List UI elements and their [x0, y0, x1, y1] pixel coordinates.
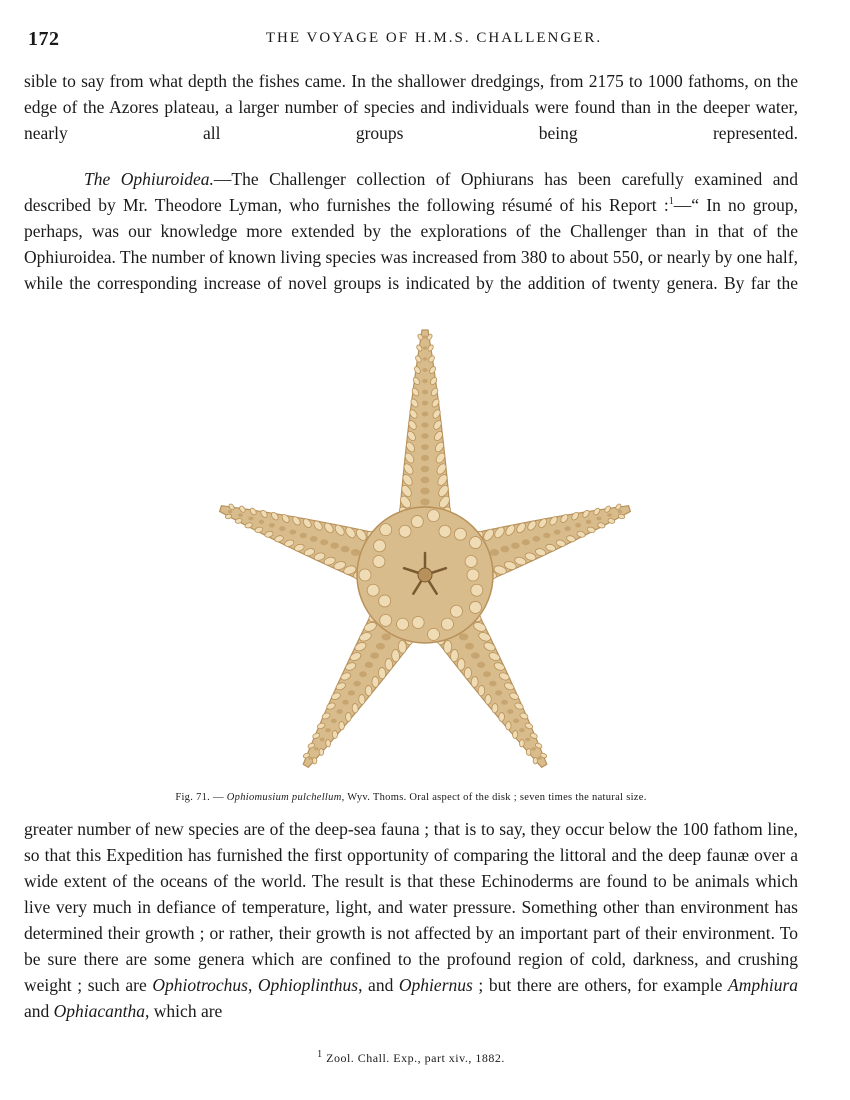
arm-plate: [228, 510, 232, 513]
arm-plate: [308, 757, 312, 760]
arm-spine: [332, 730, 338, 738]
disk-granule: [399, 525, 411, 537]
caption-species: Ophiomusium pulchellum: [226, 792, 342, 803]
disk-granule: [450, 605, 462, 617]
arm-plate: [320, 738, 325, 742]
footnote-reference: 1: [668, 196, 674, 208]
arm-spine: [450, 649, 458, 662]
paragraph-text: —The Challenger collection of Ophiurans has been carefully examined and described by Mr. Theodore Lyman, who furnishes the following résumé of his Report :: [24, 169, 798, 215]
disk-granule: [441, 618, 453, 630]
page-number: 172: [28, 28, 60, 50]
arm-spine: [471, 676, 478, 687]
genus-name: Amphiura: [728, 975, 798, 995]
arm-plate: [483, 671, 491, 677]
disk-granule: [469, 601, 481, 613]
arm-plate: [341, 546, 350, 553]
arm-plate: [495, 690, 502, 695]
arm-plate: [490, 549, 499, 556]
arm-spine: [533, 757, 538, 764]
arm-plate: [554, 529, 561, 534]
arm-spine: [464, 667, 472, 679]
arm-spine: [372, 676, 379, 687]
arm-plate: [421, 444, 429, 450]
arm-plate: [525, 738, 530, 742]
arm-plate: [348, 690, 355, 695]
arm-spine: [398, 640, 407, 653]
caption-text: , Wyv. Thoms. Oral aspect of the disk ; seven times the natural size.: [341, 792, 647, 803]
arm-plate: [320, 539, 328, 545]
arm-plate: [507, 709, 513, 714]
disk-granule: [467, 569, 479, 581]
disk-granule: [469, 537, 481, 549]
arm-plate: [489, 681, 496, 687]
arm-plate: [465, 643, 474, 650]
arm-plate: [423, 357, 428, 361]
disk-granule: [428, 510, 440, 522]
section-heading: The Ophiuroidea.: [84, 169, 214, 189]
genus-name: Ophiotrochus: [152, 975, 248, 995]
arm-spine: [443, 640, 452, 653]
arm-spine: [365, 685, 372, 696]
arm-plate: [351, 549, 360, 556]
separator: and: [24, 1001, 54, 1021]
arm-spine: [385, 658, 393, 670]
arm-spine: [519, 739, 524, 747]
arm-plate: [248, 517, 253, 521]
arm-plate: [279, 526, 285, 531]
arm-plate: [330, 542, 338, 548]
arm-plate: [422, 401, 428, 406]
arm-spine: [512, 730, 518, 738]
arm-plate: [422, 379, 428, 383]
arm-plate: [618, 510, 622, 513]
arm-plate: [353, 681, 360, 687]
figure-caption: Fig. 71. — Ophiomusium pulchellum, Wyv. Thoms. Oral aspect of the disk ; seven times the natural size.: [175, 792, 647, 803]
arm-plate: [421, 466, 430, 472]
arm-plate: [342, 700, 349, 705]
arm-spine: [526, 748, 531, 755]
arm-plate: [359, 671, 367, 677]
disk-granule: [373, 555, 385, 567]
arm-plate: [513, 719, 519, 723]
separator: , and: [358, 975, 399, 995]
arm-plate: [310, 536, 318, 542]
arm-plate: [537, 757, 541, 760]
arm-plate: [511, 542, 519, 548]
arm-plate: [421, 477, 430, 484]
arm-plate: [500, 546, 509, 553]
genus-name: Ophiacantha: [53, 1001, 146, 1021]
arm-spine: [457, 658, 465, 670]
arm-plate: [519, 728, 524, 732]
separator: ,: [247, 975, 258, 995]
arm-plate: [376, 643, 385, 650]
paragraph-text: greater number of new species are of the deep-sea fauna ; that is to say, they occur below the 100 fathom line, so that this Expedition has furnished the first opportunity of comparing the littoral and the deep faunæ over a wide extent of the oceans of the world. The result is that these Echinoderms are found to be animals which live very much in defiance of temperature, light, and water pressure. Something other than environment has determined their growth ; or rather, their growth is not affected by an important part of their environment. To be sure there are some genera which are confined to the profound region of cold, darkness, and crushing weight ; such are: [24, 819, 798, 995]
arm-plate: [477, 662, 485, 668]
footnote-mark: 1: [317, 1049, 323, 1060]
arm-plate: [365, 662, 373, 668]
arm-plate: [331, 719, 337, 723]
arm-spine: [312, 757, 317, 764]
arm-plate: [421, 422, 428, 427]
starfish-mouth: [418, 568, 432, 582]
arm-plate: [420, 488, 429, 495]
paragraph-text: , which are: [145, 1001, 223, 1021]
genus-name: Ophiernus: [398, 975, 473, 995]
starfish-illustration: [195, 325, 655, 785]
disk-granule: [412, 617, 424, 629]
arm-spine: [319, 748, 324, 755]
arm-spine: [345, 712, 351, 721]
caption-label: Fig. 71.: [175, 792, 211, 803]
arm-plate: [501, 700, 508, 705]
disk-granule: [411, 516, 423, 528]
arm-spine: [505, 721, 511, 730]
arm-plate: [564, 526, 570, 531]
arm-plate: [586, 520, 592, 524]
arm-plate: [269, 523, 275, 528]
arm-plate: [575, 523, 581, 528]
arm-plate: [289, 529, 296, 534]
disk-granule: [397, 618, 409, 630]
running-head: THE VOYAGE OF H.M.S. CHALLENGER.: [265, 30, 603, 46]
arm-plate: [459, 633, 468, 640]
disk-granule: [439, 525, 451, 537]
disk-granule: [428, 628, 440, 640]
disk-granule: [359, 569, 371, 581]
arm-spine: [485, 694, 492, 704]
arm-spine: [352, 703, 358, 713]
footnote-text: Zool. Chall. Exp., part xiv., 1882.: [322, 1051, 505, 1065]
arm-plate: [522, 539, 530, 545]
arm-plate: [421, 455, 429, 461]
arm-plate: [370, 652, 379, 658]
disk-granule: [454, 528, 466, 540]
arm-plate: [314, 747, 319, 751]
disk-granule: [374, 540, 386, 552]
arm-plate: [423, 335, 427, 338]
arm-spine: [499, 712, 505, 721]
arm-plate: [300, 533, 307, 538]
arm-plate: [420, 498, 430, 505]
disk-granule: [379, 595, 391, 607]
arm-plate: [422, 411, 429, 416]
paragraph-text: —“ In no group, perhaps, was our knowledge more extended by the explorations of the Challenger than in that of the Ophiuroidea. The number of known living species was increased from 380 to about 550, or nearly by one half, while the corresponding increase of novel groups is indicated by the addition of twenty genera. By far the: [24, 195, 798, 293]
arm-plate: [422, 390, 428, 395]
disk-granule: [380, 524, 392, 536]
arm-plate: [471, 652, 480, 658]
genus-name: Ophioplinthus: [257, 975, 359, 995]
arm-plate: [532, 536, 540, 542]
page-header: [28, 28, 800, 52]
arm-plate: [423, 346, 428, 349]
paragraph-text: ; but there are others, for example: [472, 975, 728, 995]
arm-plate: [259, 520, 265, 524]
arm-plate: [421, 433, 428, 439]
arm-spine: [326, 739, 331, 747]
disk-granule: [380, 614, 392, 626]
arm-plate: [422, 368, 427, 372]
arm-spine: [492, 703, 498, 713]
arm-spine: [378, 667, 386, 679]
arm-spine: [358, 694, 365, 704]
arm-plate: [531, 747, 536, 751]
paragraph-ophiuroidea: [24, 166, 798, 296]
disk-granule: [465, 555, 477, 567]
paragraph-deep-sea-fauna: [24, 816, 798, 1024]
arm-plate: [382, 633, 391, 640]
arm-plate: [325, 728, 330, 732]
disk-granule: [471, 584, 483, 596]
paragraph-continuation: sible to say from what depth the fishes came. In the shallower dredgings, from 2175 to 1000 fathoms, on the edge of the Azores plateau, a larger number of species and individuals were found than in the deeper water, nearly all groups being represented.: [24, 71, 798, 143]
disk-granule: [367, 584, 379, 596]
footnote: [24, 1051, 798, 1066]
arm-plate: [607, 513, 612, 517]
arm-plate: [596, 517, 601, 521]
arm-plate: [238, 513, 243, 517]
arm-spine: [391, 649, 399, 662]
arm-plate: [337, 709, 343, 714]
arm-spine: [478, 685, 485, 696]
arm-spine: [339, 721, 345, 730]
arm-plate: [543, 533, 550, 538]
